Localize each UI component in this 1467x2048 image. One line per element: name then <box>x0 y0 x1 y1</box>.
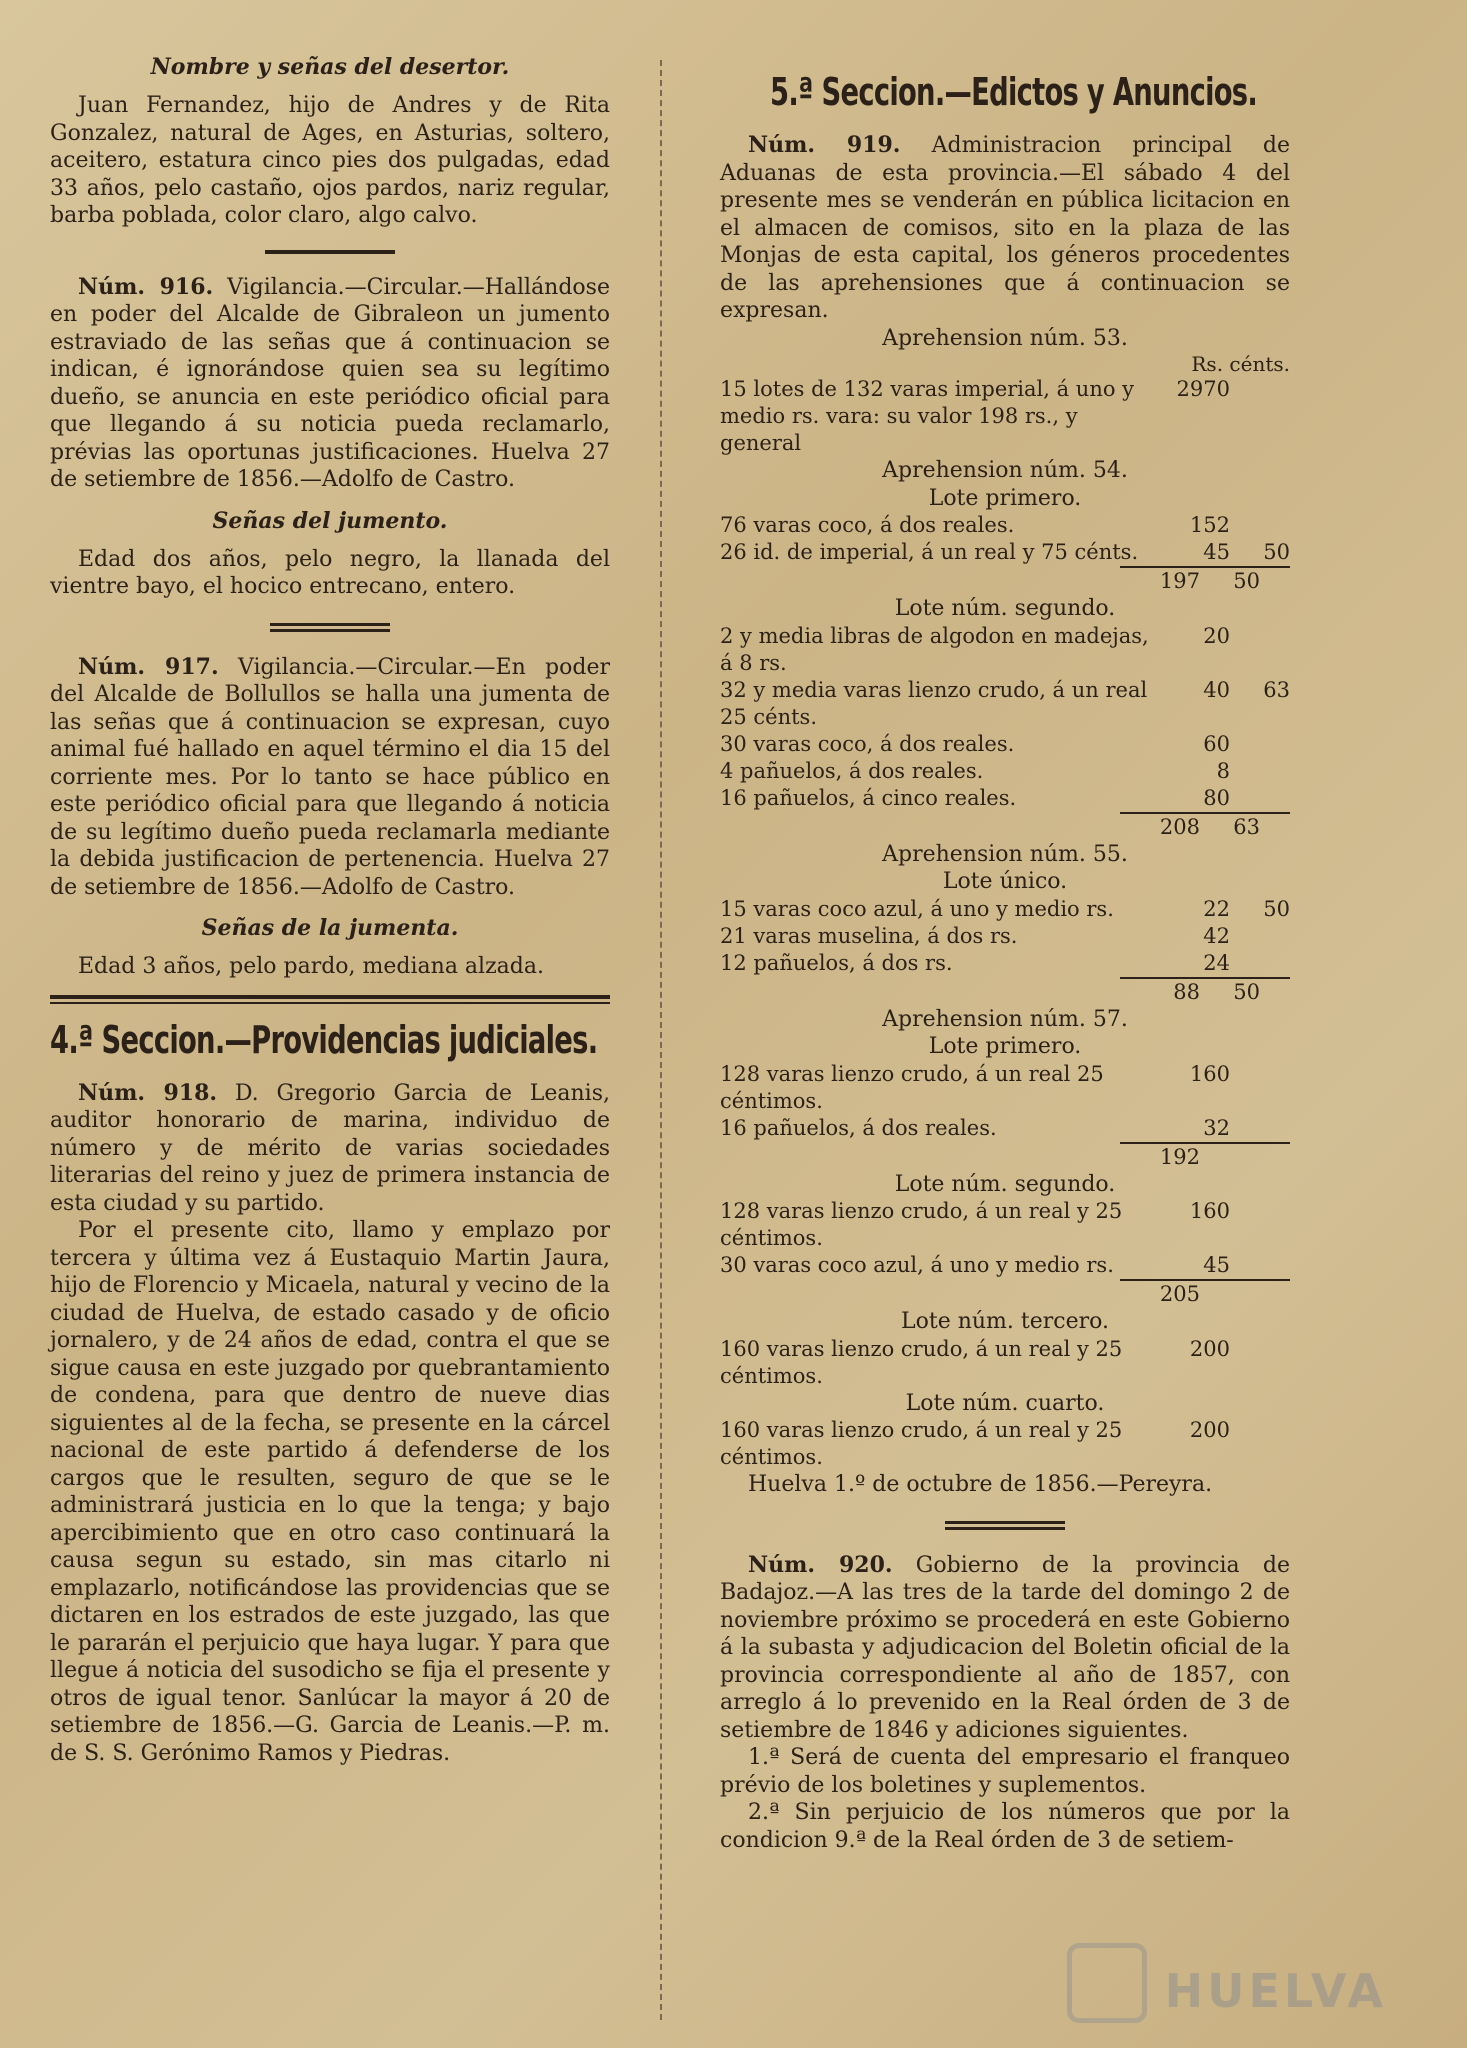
section-5-title: 5.ª Seccion.—Edictos y Anuncios. <box>770 70 1258 114</box>
total-row <box>1120 812 1290 841</box>
total-cents: 50 <box>1233 569 1260 593</box>
separator <box>945 1521 1065 1530</box>
jumento-text: Edad dos años, pelo negro, la llanada del vientre bayo, el hocico entrecano, entero. <box>50 546 610 599</box>
total-row <box>1120 1279 1290 1308</box>
rs-cents-header: Rs. cénts. <box>1191 352 1290 376</box>
table-row <box>720 1198 1290 1252</box>
item-cents: 50 <box>1263 540 1290 564</box>
notice-918 <box>50 1080 610 1218</box>
notice-920-text: Gobierno de la provincia de Badajoz.—A las tres de la tarde del domingo 2 de noviembre próximo se procederá en este Gobierno á la subasta y adjudicacion del Boletin oficial de la provincia correspondiente al año de 1857, con arreglo á lo prevenido en la Real órden de 3 de setiembre de 1846 y adiciones siguientes. <box>720 1552 1290 1743</box>
jumenta-text: Edad 3 años, pelo pardo, mediana alzada. <box>78 954 544 979</box>
table-row <box>720 950 1290 977</box>
item-reales: 200 <box>1189 1418 1230 1442</box>
table-row <box>720 896 1290 923</box>
lote-title: Lote único. <box>942 869 1068 894</box>
total-reales: 88 <box>1173 979 1200 1004</box>
table-row <box>720 623 1290 677</box>
table-row <box>720 512 1290 539</box>
item-desc: 15 varas coco azul, á uno y medio rs. <box>720 896 1114 921</box>
item-desc: 30 varas coco azul, á uno y medio rs. <box>720 1253 1114 1277</box>
item-desc: 30 varas coco, á dos reales. <box>720 731 1015 756</box>
item-reales: 32 <box>1203 1115 1230 1140</box>
archive-logo-icon <box>1067 1943 1147 2023</box>
notice-918-intro: D. Gregorio Garcia de Leanis, auditor honorario de marina, individuo de número y de mérito de varias sociedades literarias del reino y juez de primera instancia de esta ciudad y su partido. <box>50 1080 610 1216</box>
item-reales: 45 <box>1203 1253 1230 1277</box>
aprehension-54-title: Aprehension núm. 54. <box>882 458 1128 483</box>
table-row <box>720 785 1290 812</box>
item-desc: 76 varas coco, á dos reales. <box>720 513 1015 537</box>
item-reales: 160 <box>1189 1199 1230 1223</box>
notice-917-number: Núm. 917. <box>78 653 219 680</box>
section-4-title: 4.ª Seccion.—Providencias judiciales. <box>50 1017 598 1062</box>
lote-title: Lote núm. tercero. <box>901 1309 1109 1334</box>
table-row <box>720 923 1290 950</box>
item-reales: 2970 <box>1176 377 1230 401</box>
item-reales: 8 <box>1216 758 1230 783</box>
aprehension-55-title: Aprehension núm. 55. <box>882 841 1128 867</box>
item-desc: 16 pañuelos, á cinco reales. <box>720 785 1017 810</box>
item-desc: 160 varas lienzo crudo, á un real y 25 céntimos. <box>720 1336 1123 1388</box>
notice-919-signature: Huelva 1.º de octubre de 1856.—Pereyra. <box>748 1472 1213 1497</box>
item-desc: 2 y media libras de algodon en madejas, á 8 rs. <box>720 623 1149 675</box>
separator <box>265 250 395 254</box>
notice-916 <box>50 274 610 494</box>
aprehension-53-title: Aprehension núm. 53. <box>882 325 1128 351</box>
notice-919 <box>720 132 1290 325</box>
item-desc: 16 pañuelos, á dos reales. <box>720 1115 997 1140</box>
item-reales: 200 <box>1189 1336 1230 1361</box>
item-reales: 45 <box>1203 540 1230 564</box>
lote-title: Lote primero. <box>928 1034 1082 1059</box>
total-row <box>1120 977 1290 1006</box>
item-desc: 21 varas muselina, á dos rs. <box>720 923 1018 948</box>
item-desc: 32 y media varas lienzo crudo, á un real 25 cénts. <box>720 677 1148 729</box>
deserter-title: Nombre y señas del desertor. <box>150 54 510 80</box>
total-reales: 208 <box>1159 814 1200 839</box>
item-reales: 42 <box>1203 923 1230 948</box>
left-column <box>50 40 610 1767</box>
table-row <box>720 539 1290 566</box>
notice-918-body: Por el presente cito, llamo y emplazo por tercera y última vez á Eustaquio Martin Jaura, hijo de Florencio y Micaela, natural y vecino de la ciudad de Huelva, de estado casado y de oficio jornalero, y de 24 años de edad, contra el que se sigue causa en este juzgado por quebrantamiento de condena, para que dentro de nueve dias siguientes al de la fecha, se presente en la cárcel nacional de este partido á defenderse de los cargos que le resulten, seguro de que se le administrará justicia en lo que la tenga; y bajo apercibimiento que en otro caso continuará la causa segun su estado, sin mas citarlo ni emplazarlo, notificándose las providencias que se dictaren en los estrados de este juzgado, las que le pararán el perjuicio que haya lugar. Y para que llegue á noticia del susodicho se fija el presente y otros de igual tenor. Sanlúcar la mayor á 20 de setiembre de 1856.—G. Garcia de Leanis.—P. m. de S. S. Gerónimo Ramos y Piedras. <box>50 1218 610 1766</box>
notice-916-text: Vigilancia.—Circular.—Hallándose en poder del Alcalde de Gibraleon un jumento estraviado de las señas que á continuacion se indican, é ignorándose quien sea su legítimo dueño, se anuncia en este periódico oficial para que llegando á su noticia pueda reclamarlo, prévias las oportunas justificaciones. Huelva 27 de setiembre de 1856.—Adolfo de Castro. <box>50 274 610 492</box>
section-rule <box>50 995 610 1004</box>
notice-919-number: Núm. 919. <box>748 132 901 158</box>
item-desc: 128 varas lienzo crudo, á un real 25 céntimos. <box>720 1061 1104 1113</box>
column-divider <box>660 60 662 2020</box>
item-reales: 24 <box>1203 950 1230 975</box>
table-row <box>720 1061 1290 1115</box>
notice-918-number: Núm. 918. <box>78 1079 218 1106</box>
total-reales: 205 <box>1159 1282 1200 1306</box>
jumenta-title: Señas de la jumenta. <box>201 915 459 941</box>
notice-917-text: Vigilancia.—Circular.—En poder del Alcalde de Bollullos se halla una jumenta de las señas que á continuacion se expresan, cuyo animal fué hallado en aquel término el dia 15 del corriente mes. Por lo tanto se hace público en este periódico oficial para que llegando á noticia de su legítimo dueño pueda reclamarla mediante la debida justificacion de pertenencia. Huelva 27 de setiembre de 1856.—Adolfo de Castro. <box>50 654 610 900</box>
deserter-text: Juan Fernandez, hijo de Andres y de Rita Gonzalez, natural de Ages, en Asturias, soltero, aceitero, estatura cinco pies dos pulgadas, edad 33 años, pelo castaño, ojos pardos, nariz regular, barba poblada, color claro, algo calvo. <box>50 93 610 228</box>
item-reales: 40 <box>1203 677 1230 702</box>
aprehension-57-title: Aprehension núm. 57. <box>882 1006 1128 1032</box>
notice-919-text: Administracion principal de Aduanas de esta provincia.—El sábado 4 del presente mes se venderán en pública licitacion en el almacen de comisos, sito en la plaza de las Monjas de esta capital, los géneros procedentes de las aprehensiones que á continuacion se expresan. <box>720 133 1290 323</box>
table-row <box>720 1252 1290 1279</box>
watermark: HUELVA <box>1164 1964 1387 2018</box>
total-cents: 63 <box>1233 814 1260 839</box>
table-row <box>720 731 1290 758</box>
table-row <box>720 677 1290 731</box>
item-cents: 50 <box>1263 896 1290 921</box>
item-reales: 22 <box>1203 896 1230 921</box>
table-row <box>720 376 1290 457</box>
total-row <box>1120 566 1290 595</box>
notice-920 <box>720 1552 1290 1745</box>
lote-title: Lote núm. cuarto. <box>905 1390 1105 1416</box>
table-row <box>720 1115 1290 1142</box>
item-desc: 128 varas lienzo crudo, á un real y 25 céntimos. <box>720 1199 1123 1250</box>
item-reales: 160 <box>1189 1061 1230 1086</box>
item-reales: 152 <box>1189 513 1230 537</box>
table-row <box>720 1417 1290 1471</box>
notice-917 <box>50 654 610 902</box>
total-row <box>1120 1142 1290 1171</box>
separator <box>270 623 390 632</box>
table-row <box>720 758 1290 785</box>
item-reales: 60 <box>1203 731 1230 756</box>
table-row <box>720 1336 1290 1390</box>
lote-title: Lote primero. <box>928 485 1082 511</box>
total-reales: 192 <box>1159 1144 1200 1169</box>
notice-916-number: Núm. 916. <box>78 273 214 300</box>
item-cents: 63 <box>1263 677 1290 702</box>
item-desc: 160 varas lienzo crudo, á un real y 25 céntimos. <box>720 1418 1123 1469</box>
item-desc: 12 pañuelos, á dos rs. <box>720 950 953 975</box>
item-reales: 20 <box>1203 623 1230 648</box>
item-reales: 80 <box>1203 785 1230 810</box>
lote-title: Lote núm. segundo. <box>894 596 1116 621</box>
notice-920-condition-2: 2.ª Sin perjuicio de los números que por la condicion 9.ª de la Real órden de 3 de setiem- <box>720 1800 1290 1853</box>
notice-920-condition-1: 1.ª Será de cuenta del empresario el franqueo prévio de los boletines y suplementos. <box>720 1745 1290 1798</box>
total-cents: 50 <box>1233 979 1260 1004</box>
jumento-title: Señas del jumento. <box>212 507 448 534</box>
right-column <box>720 40 1290 1854</box>
lote-title: Lote núm. segundo. <box>894 1171 1116 1197</box>
notice-920-number: Núm. 920. <box>748 1551 893 1578</box>
total-reales: 197 <box>1159 569 1200 593</box>
item-desc: 26 id. de imperial, á un real y 75 cénts. <box>720 540 1139 564</box>
item-desc: 15 lotes de 132 varas imperial, á uno y medio rs. vara: su valor 198 rs., y general <box>720 377 1135 455</box>
item-desc: 4 pañuelos, á dos reales. <box>720 758 984 783</box>
